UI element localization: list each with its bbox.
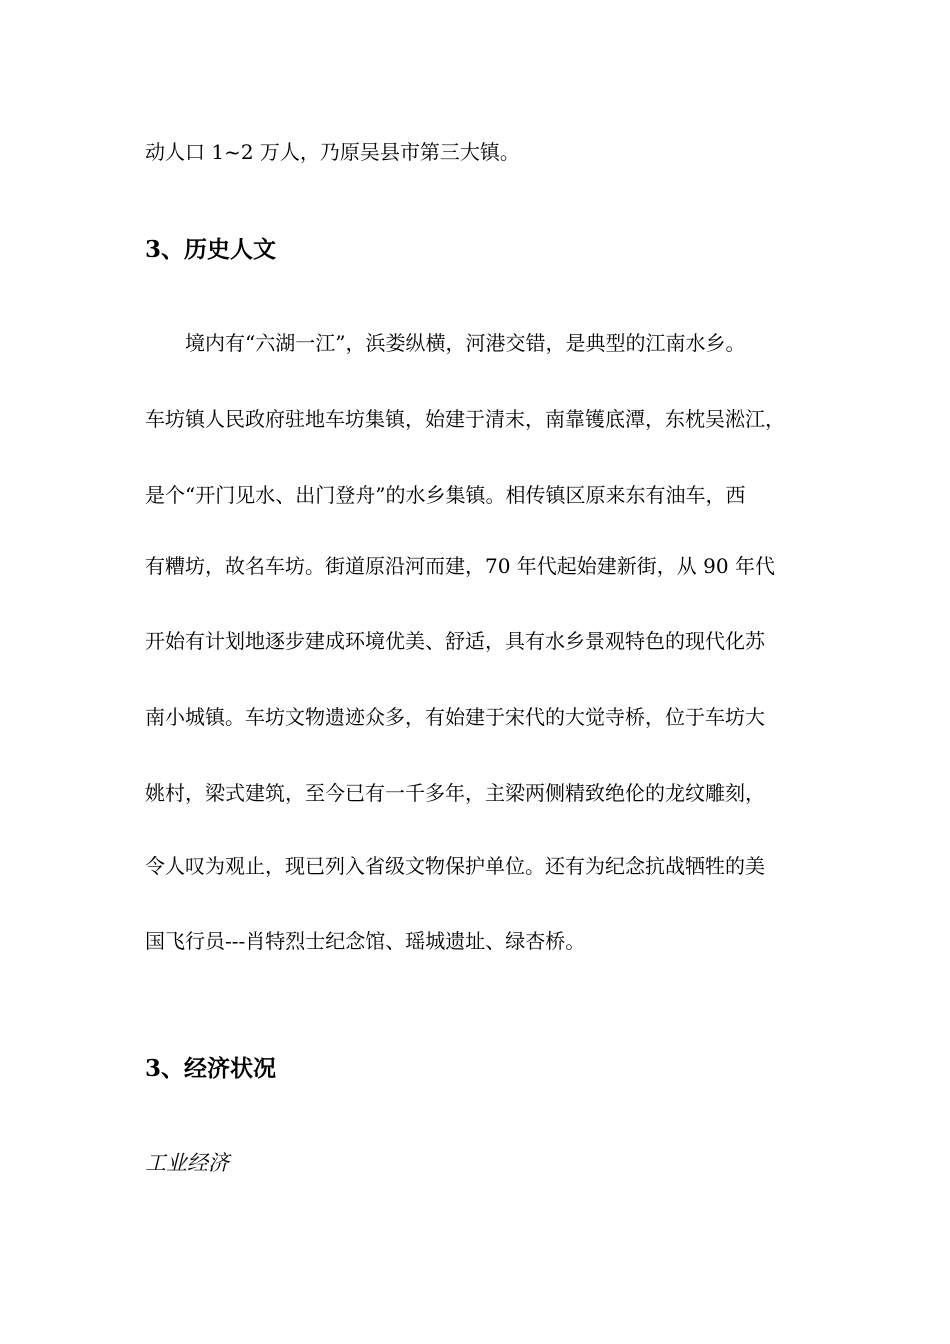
- paragraph-line: 有糟坊，故名车坊。街道原沿河而建，70 年代起始建新街，从 90 年代: [145, 554, 775, 578]
- section-heading-economy: 3、经济状况: [145, 1055, 277, 1082]
- continuation-line: 动人口 1~2 万人，乃原吴县市第三大镇。: [145, 140, 520, 164]
- paragraph-line: 境内有“六湖一江”，浜娄纵横，河港交错，是典型的江南水乡。: [145, 331, 746, 355]
- paragraph-line: 令人叹为观止，现已列入省级文物保护单位。还有为纪念抗战牺牲的美: [145, 854, 765, 878]
- paragraph-line: 姚村，梁式建筑，至今已有一千多年，主梁两侧精致绝伦的龙纹雕刻，: [145, 781, 765, 805]
- section-heading-history: 3、历史人文: [145, 236, 277, 263]
- paragraph-line: 是个“开门见水、出门登舟”的水乡集镇。相传镇区原来东有油车，西: [145, 483, 746, 507]
- paragraph-line: 开始有计划地逐步建成环境优美、舒适，具有水乡景观特色的现代化苏: [145, 629, 765, 653]
- paragraph-line: 南小城镇。车坊文物遗迹众多，有始建于宋代的大觉寺桥，位于车坊大: [145, 705, 765, 729]
- paragraph-line: 国飞行员---肖特烈士纪念馆、瑶城遗址、绿杏桥。: [145, 929, 586, 953]
- paragraph-line: 车坊镇人民政府驻地车坊集镇，始建于清末，南靠镬底潭，东枕吴淞江，: [145, 407, 785, 431]
- subheading-industrial-economy: 工业经济: [145, 1151, 229, 1175]
